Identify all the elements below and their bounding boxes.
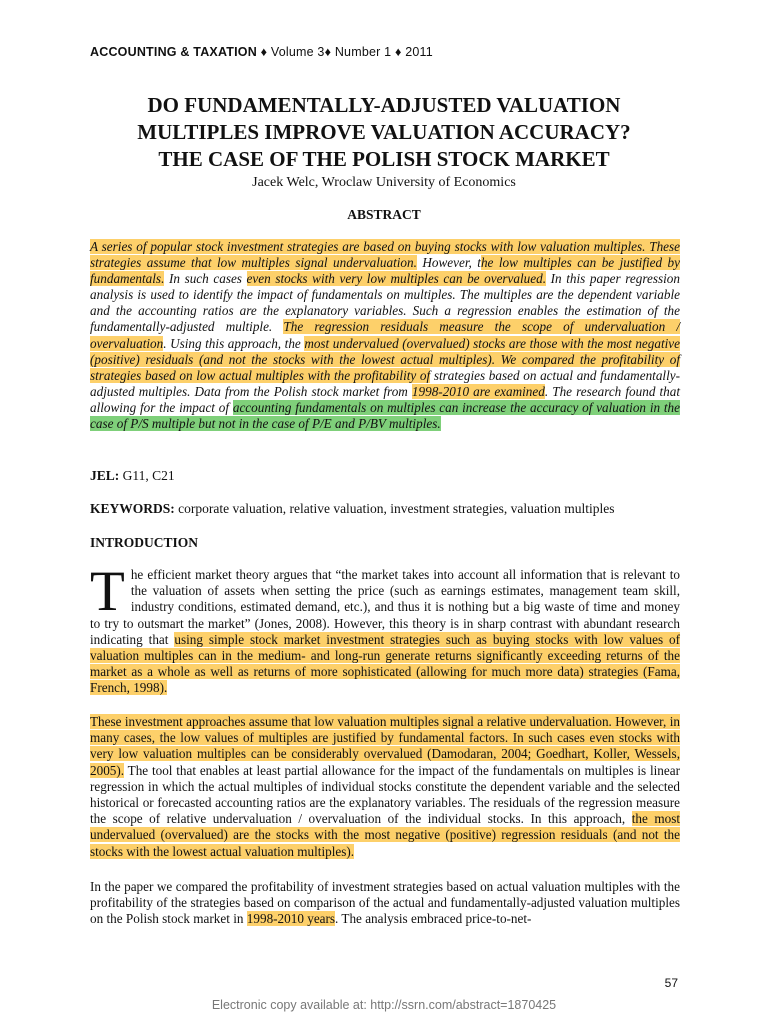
abstract-text: . The research found that allowing for the impact of xyxy=(90,383,681,415)
highlight-yellow: The regression residuals measure the scope of undervaluation / overvaluation xyxy=(90,319,680,351)
highlight-yellow: 1998-2010 are examined xyxy=(411,383,545,399)
jel-value: G11, C21 xyxy=(119,468,175,483)
drop-cap: T xyxy=(90,560,125,623)
highlight-yellow: the most undervalued (overvalued) are the stocks with the most negative (positive) regression residuals (and not the stocks with the lowest actual valuation multiples). xyxy=(90,811,680,859)
intro-paragraph-1 xyxy=(90,560,680,697)
highlight-yellow: he low multiples can be justified by fundamentals. xyxy=(90,255,680,287)
journal-name: ACCOUNTING & TAXATION xyxy=(90,45,257,59)
highlight-yellow: most undervalued (overvalued) stocks are those with the most negative (positive) residuals (and not the stocks with the lowest actual multiples). We compared the profitability of strategies based on low actual multiples with the profitability of xyxy=(90,335,680,383)
abstract-text: strategies based on actual and fundamentally-adjusted multiples. Data from the Polish stock market from xyxy=(90,367,680,399)
intro-paragraph-2 xyxy=(90,714,680,860)
highlight-yellow: 1998-2010 years xyxy=(246,911,336,927)
header-separator: ♦ xyxy=(256,45,271,59)
highlight-yellow: using simple stock market investment strategies such as buying stocks with low values of valuation multiples can in the medium- and long-run generate returns significantly exceeding returns of the market as a whole as well as returns of more sophisticated (allowing for much more data) strategies (Fama, French, 1998). xyxy=(90,631,680,696)
keywords xyxy=(90,501,615,517)
abstract-text: . Using this approach, the xyxy=(163,335,305,351)
keywords-label: KEYWORDS: xyxy=(90,501,175,516)
paragraph-text: . The analysis embraced price-to-net- xyxy=(335,911,532,927)
jel-label: JEL: xyxy=(90,468,120,483)
paragraph-text: In the paper we compared the profitability of investment strategies based on actual valuation multiples with the profitability of the strategies based on comparison of the actual and fundamentally-adjusted valuation multiples on the Polish stock market in xyxy=(90,879,680,927)
intro-paragraph-3 xyxy=(90,879,680,928)
title-line: MULTIPLES IMPROVE VALUATION ACCURACY? xyxy=(137,120,631,144)
abstract-text: In this paper regression analysis is used to identify the impact of fundamentals on multiples. The multiples are the dependent variable and the accounting ratios are the explanatory variables. Such a regression enables the estimation of the fundamentally-adjusted multiple. xyxy=(90,271,680,335)
highlight-yellow: even stocks with very low multiples can be overvalued. xyxy=(246,271,547,287)
journal-header xyxy=(90,45,433,59)
paragraph-text: he efficient market theory argues that “the market takes into account all information that is relevant to the valuation of assets when setting the price (such as earnings estimates, management team skill, industry conditions, estimated demand, etc.), and thus it is nothing but a big waste of time and money to try to outsmart the market” (Jones, 2008). However, this theory is in sharp contrast with abundant research indicating that xyxy=(90,567,680,647)
paragraph-text: The tool that enables at least partial allowance for the impact of the fundamentals on multiples is linear regression in which the actual multiples of individual stocks constitute the dependent variable and the selected historical or forecasted accounting ratios are the explanatory variables. The residuals of the regression measure the scope of relative undervaluation / overvaluation of the individual stocks. In this approach, xyxy=(90,762,680,827)
jel-codes xyxy=(90,468,175,484)
section-heading-introduction: INTRODUCTION xyxy=(90,535,199,550)
highlight-yellow: These investment approaches assume that low valuation multiples signal a relative undervaluation. However, in many cases, the low values of multiples are justified by fundamental factors. In such cases even stocks with very low valuation multiples can be considerably overvalued (Damodaran, 2004; Goedhart, Koller, Wessels, 2005). xyxy=(90,714,680,778)
abstract-heading: ABSTRACT xyxy=(347,207,421,222)
ssrn-footer: Electronic copy available at: http://ssrn.com/abstract=1870425 xyxy=(211,998,557,1012)
author-line: Jacek Welc, Wroclaw University of Economics xyxy=(252,175,516,190)
abstract-body xyxy=(90,239,680,432)
keywords-value: corporate valuation, relative valuation, investment strategies, valuation multiples xyxy=(174,501,615,516)
abstract-text: However, t xyxy=(416,255,481,271)
abstract-text: In such cases xyxy=(164,271,247,287)
header-separator: ♦ xyxy=(391,45,406,59)
journal-year: 2011 xyxy=(405,45,433,59)
highlight-yellow: A series of popular stock investment strategies are based on buying stocks with low valuation multiples. These strategies assume that low multiples signal undervaluation. xyxy=(90,239,680,271)
title-line: THE CASE OF THE POLISH STOCK MARKET xyxy=(158,147,610,171)
highlight-green: accounting fundamentals on multiples can increase the accuracy of valuation in the case of P/S multiple but not in the case of P/E and P/BV multiples. xyxy=(90,399,680,432)
title-line: DO FUNDAMENTALLY-ADJUSTED VALUATION xyxy=(147,93,621,117)
page-number: 57 xyxy=(664,976,678,990)
paper-title xyxy=(60,92,708,173)
journal-volume: Volume 3♦ Number 1 xyxy=(270,45,392,59)
